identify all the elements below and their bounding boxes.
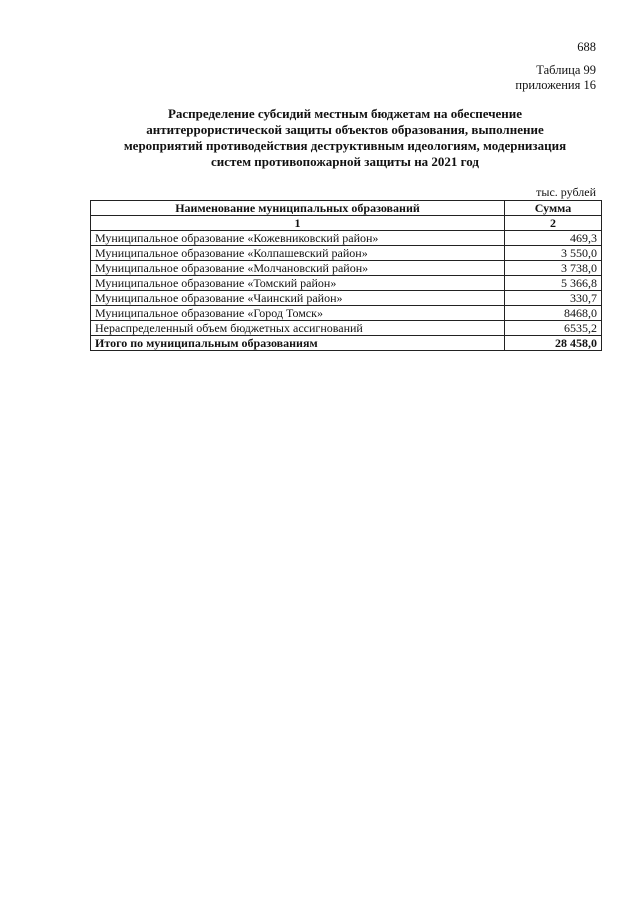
table-row	[91, 276, 602, 291]
page-number: 688	[577, 40, 596, 54]
table-row	[91, 231, 602, 246]
column-header-sum: Сумма	[505, 201, 602, 216]
unit-label: тыс. рублей	[536, 185, 596, 199]
municipality-name: Нераспределенный объем бюджетных ассигнований	[91, 321, 505, 336]
amount-cell: 330,7	[505, 291, 602, 306]
total-row	[91, 336, 602, 351]
title-line: систем противопожарной защиты на 2021 год	[211, 154, 479, 169]
table-reference	[515, 63, 596, 93]
column-header-name: Наименование муниципальных образований	[91, 201, 505, 216]
table-row	[91, 261, 602, 276]
subsidy-table	[90, 200, 602, 351]
amount-cell: 6535,2	[505, 321, 602, 336]
amount-cell: 3 738,0	[505, 261, 602, 276]
column-number: 2	[505, 216, 602, 231]
municipality-name: Муниципальное образование «Колпашевский район»	[91, 246, 505, 261]
municipality-name: Муниципальное образование «Чаинский район»	[91, 291, 505, 306]
table-row	[91, 321, 602, 336]
table-header-row	[91, 201, 602, 216]
total-label: Итого по муниципальным образованиям	[91, 336, 505, 351]
title-line: антитеррористической защиты объектов образования, выполнение	[146, 122, 544, 137]
municipality-name: Муниципальное образование «Молчановский район»	[91, 261, 505, 276]
amount-cell: 5 366,8	[505, 276, 602, 291]
total-amount: 28 458,0	[505, 336, 602, 351]
amount-cell: 3 550,0	[505, 246, 602, 261]
title-line: Распределение субсидий местным бюджетам на обеспечение	[167, 106, 523, 121]
municipality-name: Муниципальное образование «Томский район»	[91, 276, 505, 291]
municipality-name: Муниципальное образование «Город Томск»	[91, 306, 505, 321]
title-line: мероприятий противодействия деструктивным идеологиям, модернизация	[123, 138, 567, 153]
appendix-label: приложения 16	[515, 78, 596, 92]
municipality-name: Муниципальное образование «Кожевниковский район»	[91, 231, 505, 246]
table-row	[91, 246, 602, 261]
table-row	[91, 306, 602, 321]
column-number: 1	[91, 216, 505, 231]
table-row	[91, 291, 602, 306]
table-label: Таблица 99	[536, 63, 596, 77]
amount-cell: 8468,0	[505, 306, 602, 321]
column-number-row	[91, 216, 602, 231]
document-title	[88, 106, 602, 170]
amount-cell: 469,3	[505, 231, 602, 246]
